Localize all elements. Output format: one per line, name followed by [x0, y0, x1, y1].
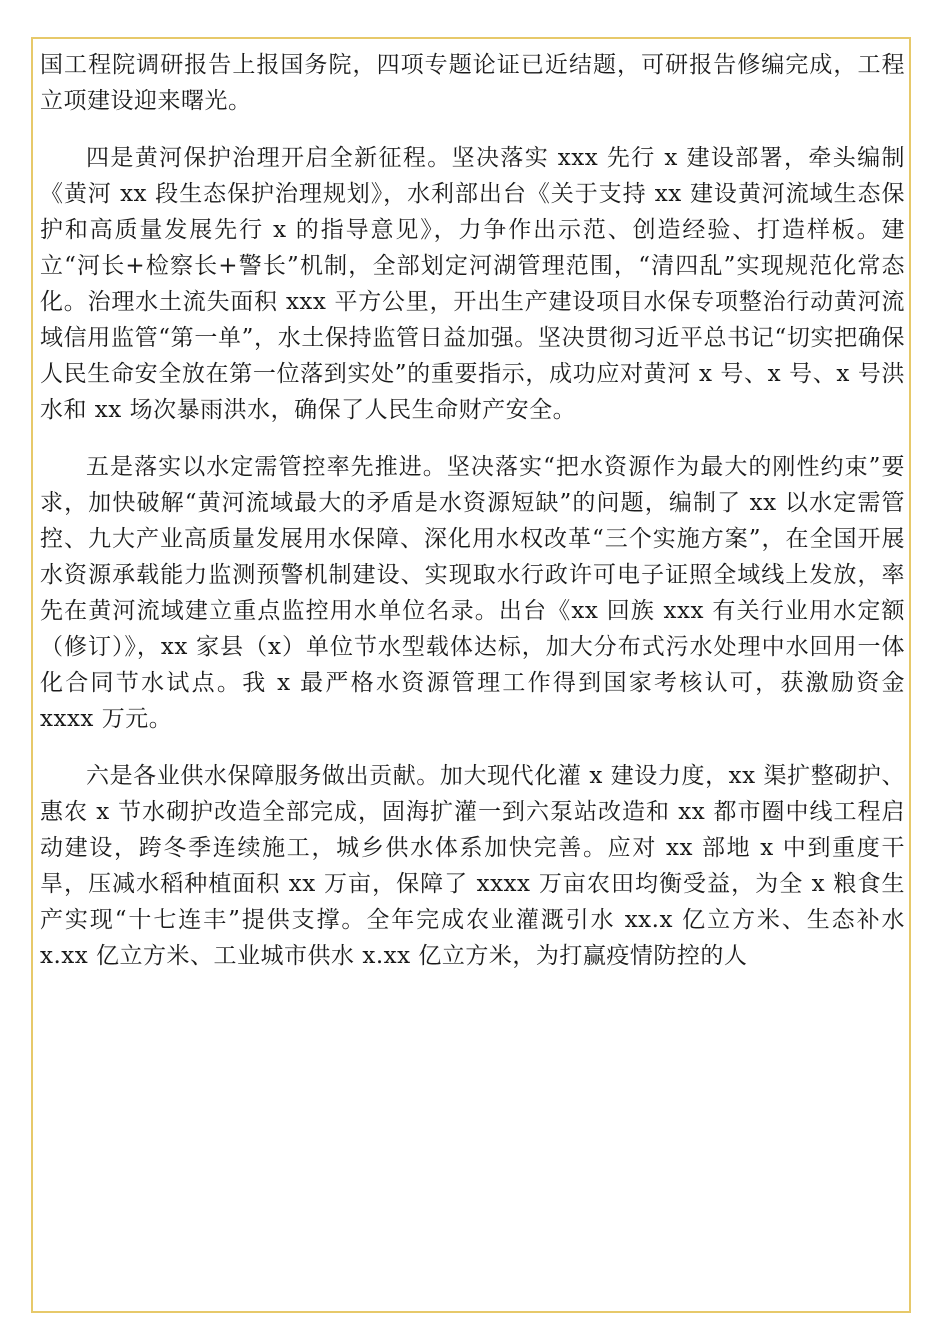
paragraph-continued: 国工程院调研报告上报国务院，四项专题论证已近结题，可研报告修编完成，工程立项建设迎来曙光。 — [40, 52, 905, 114]
document-body — [40, 47, 905, 995]
paragraph-water-supply-service: 六是各业供水保障服务做出贡献。加大现代化灌 x 建设力度，xx 渠扩整砌护、惠农 x 节水砌护改造全部完成，固海扩灌一到六泵站改造和 xx 都市圈中线工程启动建设，跨冬季连续施工，城乡供水体系加快完善。应对 xx 部地 x 中到重度干旱，压减水稻种植面积 xx 万亩，保障了 xxxx 万亩农田均衡受益，为全 x 粮食生产实现“十七连丰”提供支撑。全年完成农业灌溉引水 xx.x 亿立方米、生态补水 x.xx 亿立方米、工业城市供水 x.xx 亿立方米，为打赢疫情防控的人 — [40, 763, 905, 969]
paragraph-yellow-river-protection: 四是黄河保护治理开启全新征程。坚决落实 xxx 先行 x 建设部署，牵头编制《黄河 xx 段生态保护治理规划》，水利部出台《关于支持 xx 建设黄河流域生态保护和高质量发展先行 x 的指导意见》，力争作出示范、创造经验、打造样板。建立“河长+检察长+警长”机制，全部划定河湖管理范围，“清四乱”实现规范化常态化。治理水土流失面积 xxx 平方公里，开出生产建设项目水保专项整治行动黄河流域信用监管“第一单”，水土保持监管日益加强。坚决贯彻习近平总书记“切实把确保人民生命安全放在第一位落到实处”的重要指示，成功应对黄河 x 号、x 号、x 号洪水和 xx 场次暴雨洪水，确保了人民生命财产安全。 — [40, 145, 905, 423]
paragraph-water-demand-control: 五是落实以水定需管控率先推进。坚决落实“把水资源作为最大的刚性约束”要求，加快破解“黄河流域最大的矛盾是水资源短缺”的问题，编制了 xx 以水定需管控、九大产业高质量发展用水保障、深化用水权改革“三个实施方案”，在全国开展水资源承载能力监测预警机制建设、实现取水行政许可电子证照全域线上发放，率先在黄河流域建立重点监控用水单位名录。出台《xx 回族 xxx 有关行业用水定额（修订）》，xx 家县（x）单位节水型载体达标，加大分布式污水处理中水回用一体化合同节水试点。我 x 最严格水资源管理工作得到国家考核认可，获激励资金 xxxx 万元。 — [40, 454, 905, 732]
